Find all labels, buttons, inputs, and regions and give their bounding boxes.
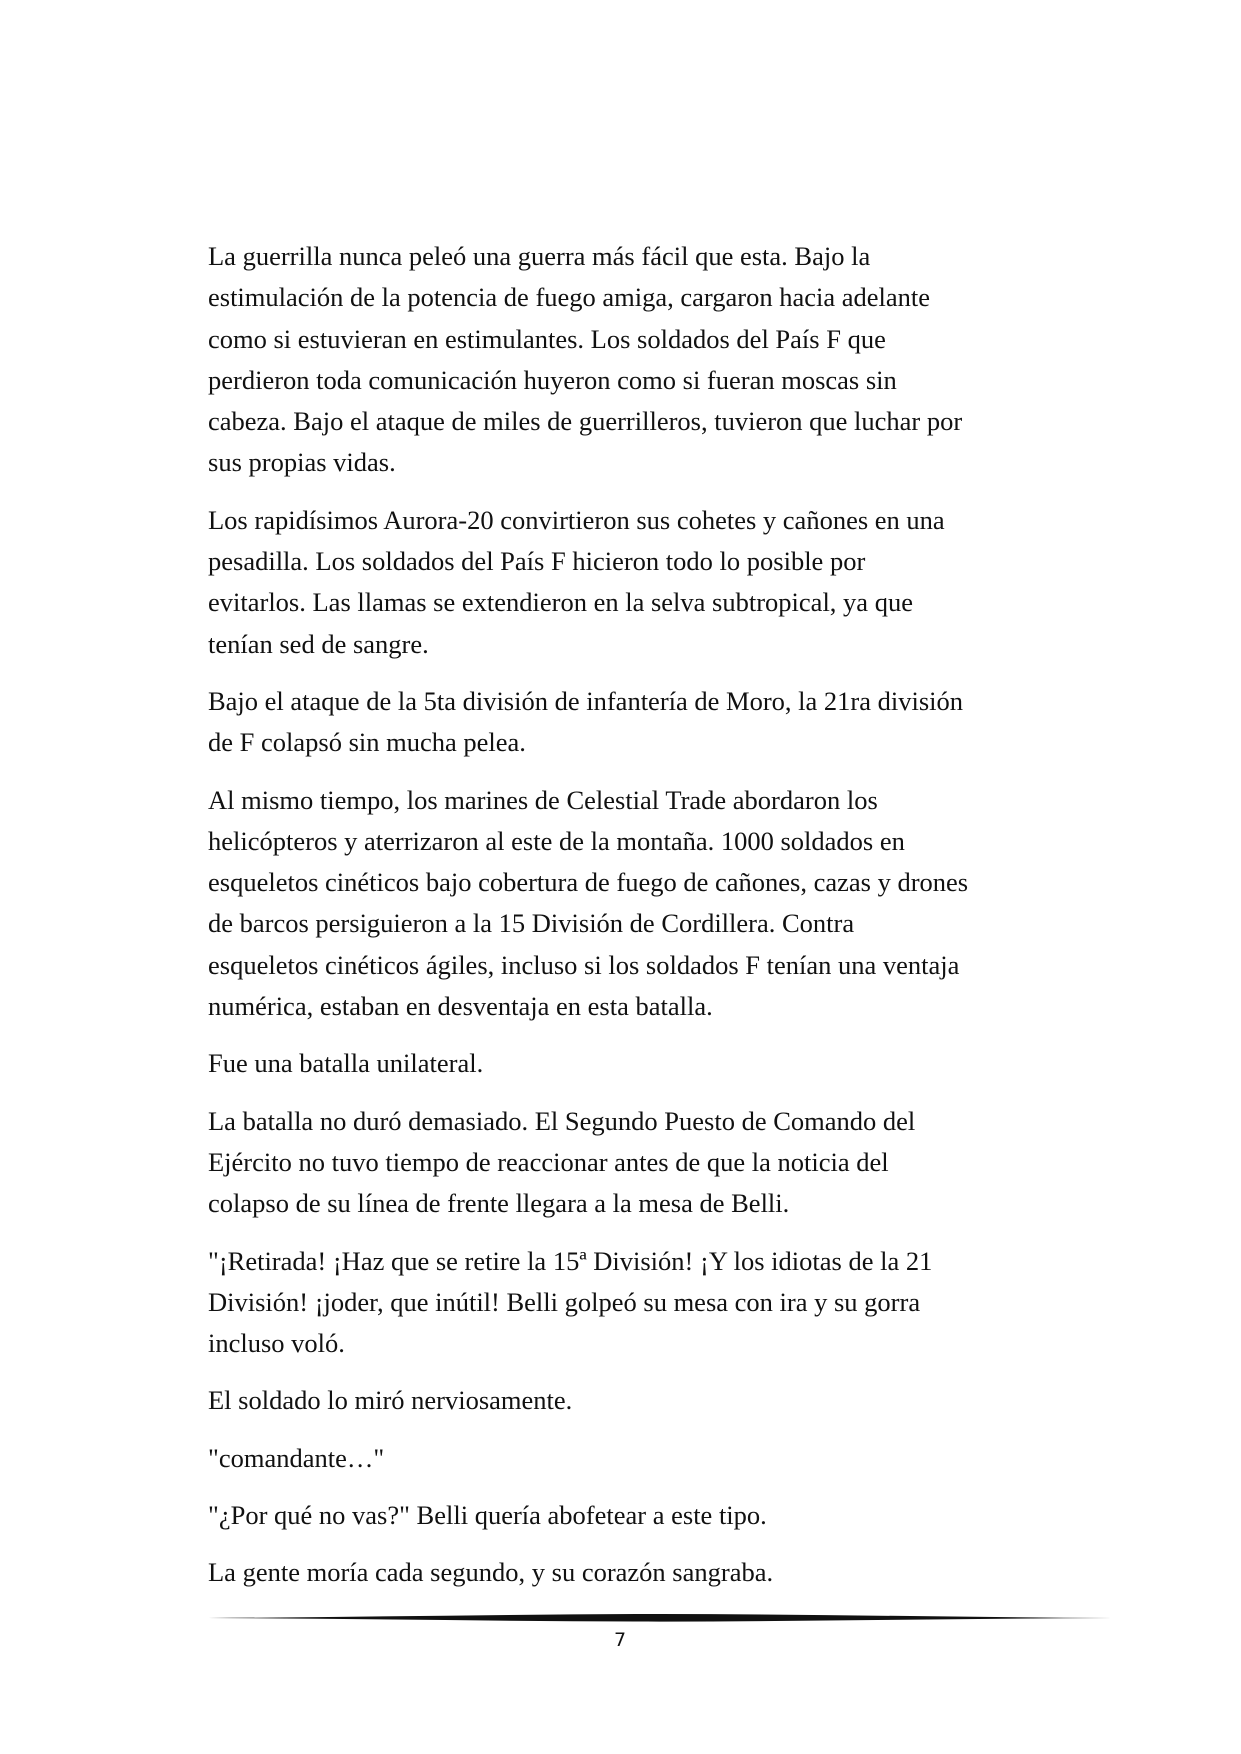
paragraph: La guerrilla nunca peleó una guerra más fácil que esta. Bajo la estimulación de la potencia de fuego amiga, cargaron hacia adelante como si estuvieran en estimulantes. Los soldados del País F que perdieron toda comunicación huyeron como si fueran moscas sin cabeza. Bajo el ataque de miles de guerrilleros, tuvieron que luchar por sus propias vidas.	[208, 241, 963, 478]
paragraph: El soldado lo miró nerviosamente.	[208, 1385, 573, 1416]
paragraph: Fue una batalla unilateral.	[208, 1048, 484, 1079]
page-number: 7	[613, 1629, 627, 1651]
paragraph: La batalla no duró demasiado. El Segundo Puesto de Comando del Ejército no tuvo tiempo de reaccionar antes de que la noticia del colapso de su línea de frente llegara a la mesa de Belli.	[208, 1105, 916, 1219]
body-text	[208, 236, 1088, 1610]
paragraph: "comandante…"	[208, 1442, 385, 1473]
paragraph: "¡Retirada! ¡Haz que se retire la 15ª División! ¡Y los idiotas de la 21 División! ¡joder, que inútil! Belli golpeó su mesa con ira y su gorra incluso voló.	[208, 1245, 933, 1359]
paragraph: Al mismo tiempo, los marines de Celestial Trade abordaron los helicópteros y aterrizaron al este de la montaña. 1000 soldados en esqueletos cinéticos bajo cobertura de fuego de cañones, cazas y drones de barcos persiguieron a la 15 División de Cordillera. Contra esqueletos cinéticos ágiles, incluso si los soldados F tenían una ventaja numérica, estaban en desventaja en esta batalla.	[208, 784, 969, 1022]
paragraph: Bajo el ataque de la 5ta división de infantería de Moro, la 21ra división de F colapsó sin mucha pelea.	[208, 685, 964, 758]
paragraph: La gente moría cada segundo, y su corazón sangraba.	[208, 1557, 774, 1588]
paragraph: "¿Por qué no vas?" Belli quería abofetear a este tipo.	[208, 1500, 767, 1531]
footer-divider	[208, 1612, 1112, 1624]
paragraph: Los rapidísimos Aurora-20 convirtieron sus cohetes y cañones en una pesadilla. Los soldados del País F hicieron todo lo posible por evitarlos. Las llamas se extendieron en la selva subtropical, ya que tenían sed de sangre.	[208, 504, 945, 659]
